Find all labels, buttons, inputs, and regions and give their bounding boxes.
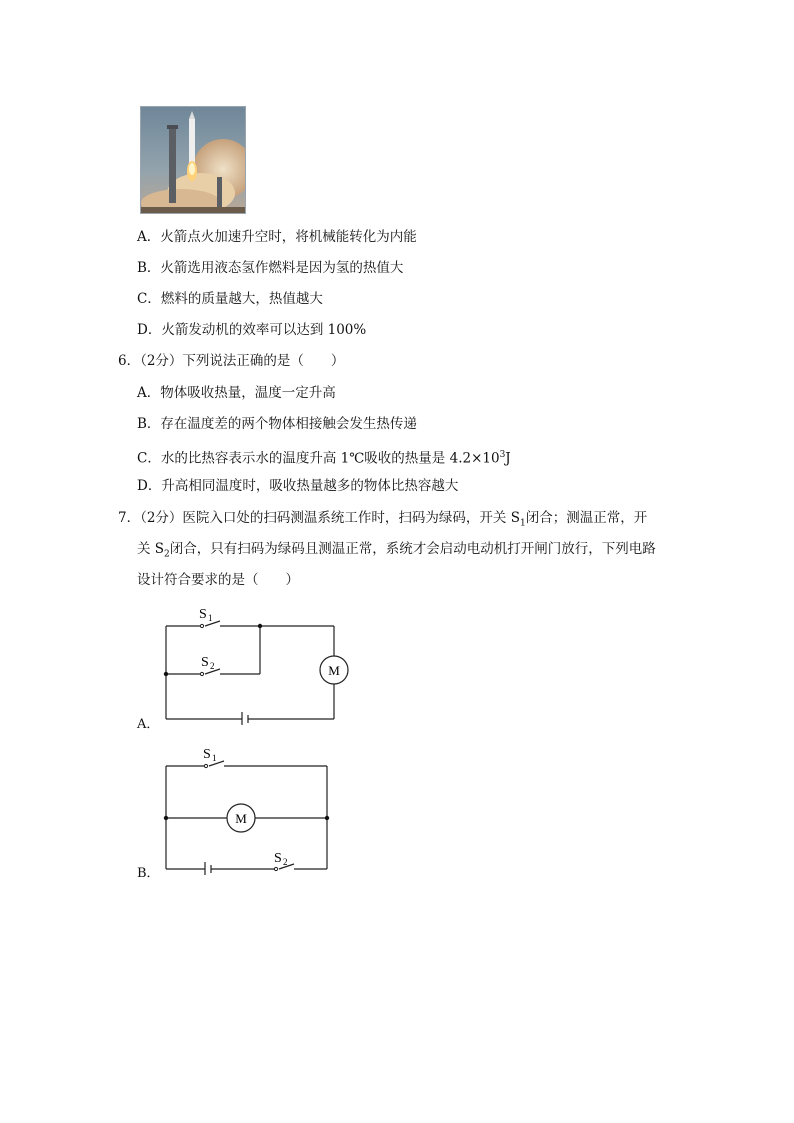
q6-option-c-text: C．水的比热容表示水的温度升高 1℃吸收的热量是 4.2×10: [137, 450, 500, 467]
q6-option-c: [137, 445, 511, 469]
circuit-a-s1-letter: S: [199, 607, 207, 622]
circuit-a-diagram: [160, 600, 350, 725]
q7-stem-line1: [118, 508, 647, 534]
circuit-a-motor-label: M: [328, 663, 340, 678]
q7-stem-line2-sub: 2: [164, 549, 170, 560]
q5-option-b: B．火箭选用液态氢作燃料是因为氢的热值大: [137, 260, 404, 276]
circuit-b-s2-sub: 2: [283, 857, 288, 867]
q6-option-a: A．物体吸收热量，温度一定升高: [137, 385, 336, 401]
q6-option-c-exponent: 3: [499, 450, 506, 460]
circuit-a-s1-sub: 1: [208, 613, 213, 623]
q5-option-d: D．火箭发动机的效率可以达到 100%: [137, 322, 367, 338]
q5-option-a: A．火箭点火加速升空时，将机械能转化为内能: [137, 229, 417, 245]
circuit-b-s1-letter: S: [203, 747, 211, 762]
circuit-b-s2-letter: S: [274, 851, 282, 866]
junction-dot: [164, 672, 168, 676]
q6-option-c-unit: J: [505, 450, 511, 467]
circuit-b-s1-sub: 1: [212, 753, 217, 763]
q7-stem-line1-sub: 1: [519, 518, 526, 529]
q7-stem-line3: 设计符合要求的是（ ）: [137, 572, 299, 588]
junction-dot: [258, 624, 262, 628]
circuit-a-label: A．: [137, 717, 160, 732]
q7-stem-line2-post: 闭合，只有扫码为绿码且测温正常，系统才会启动电动机打开闸门放行，下列电路: [169, 541, 656, 557]
junction-dot: [325, 816, 329, 820]
q6-option-d: D．升高相同温度时，吸收热量越多的物体比热容越大: [137, 478, 459, 494]
circuit-a-s2-sub: 2: [210, 661, 215, 671]
junction-dot: [164, 816, 168, 820]
q5-option-c: C．燃料的质量越大，热值越大: [137, 291, 323, 307]
circuit-b-diagram: [160, 740, 340, 875]
q7-stem-line1-text: 7．（2分）医院入口处的扫码测温系统工作时，扫码为绿码，开关 S: [118, 510, 520, 526]
rocket-launch-photo: [140, 106, 246, 214]
circuit-b-motor-label: M: [235, 811, 247, 826]
q6-option-b: B．存在温度差的两个物体相接触会发生热传递: [137, 416, 417, 432]
circuit-b-label: B．: [137, 866, 160, 881]
q7-stem-line2: [137, 539, 656, 565]
q6-stem: 6．（2分）下列说法正确的是（ ）: [118, 353, 345, 369]
circuit-a-s2-letter: S: [201, 655, 209, 670]
q7-stem-line1-post: 闭合；测温正常，开: [525, 510, 648, 526]
q7-stem-line2-text: 关 S: [137, 541, 165, 557]
